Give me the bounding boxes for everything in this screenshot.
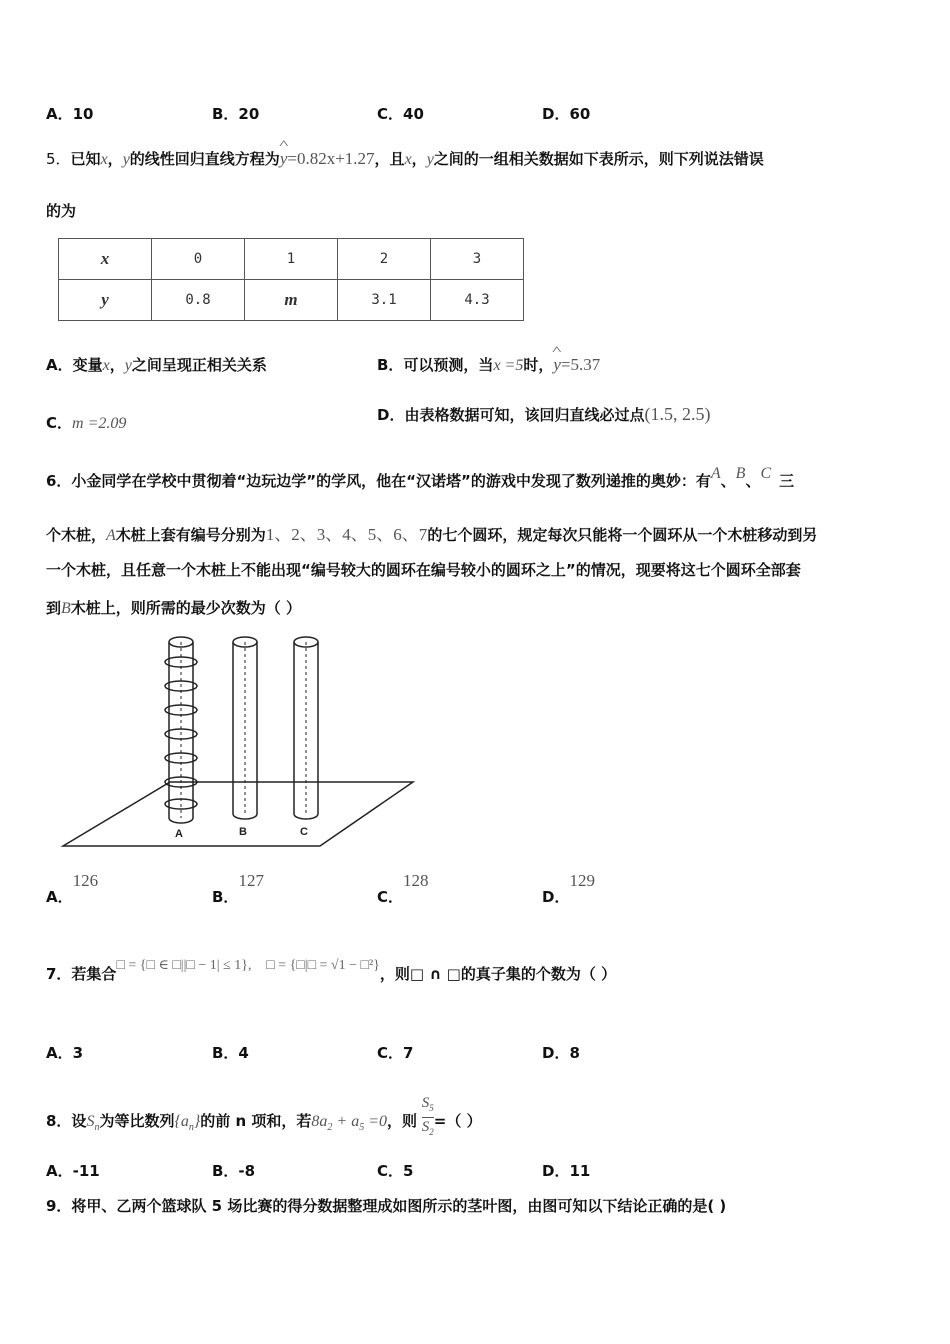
q6-stem-line4: 到B木桩上，则所需的最少次数为（ ） (46, 599, 302, 617)
q8-option-c: C．5 (377, 1162, 414, 1180)
q8-fraction: $\frac{S_5}{S_2}$ (421, 1095, 434, 1137)
q7-option-b: B．4 (212, 1044, 249, 1062)
q6-option-a: A．126 (46, 871, 99, 906)
q9-stem: 9．将甲、乙两个篮球队 5 场比赛的得分数据整理成如图所示的茎叶图，由图可知以下结论正确的是( ) (46, 1197, 727, 1215)
q4-option-b: B．20 (212, 105, 260, 123)
q7-option-c: C．7 (377, 1044, 414, 1062)
table-cell: 4.3 (431, 280, 524, 321)
table-cell: x (59, 239, 152, 280)
table-cell: m (245, 280, 338, 321)
q5-data-table (58, 238, 524, 321)
q8-option-b: B．-8 (212, 1162, 256, 1180)
q6-option-b: B．127 (212, 871, 264, 906)
table-cell: 1 (245, 239, 338, 280)
q6-option-c: C．128 (377, 871, 429, 906)
table-cell: 0.8 (152, 280, 245, 321)
q8-option-a: A．-11 (46, 1162, 100, 1180)
peg-label-b: B (239, 826, 247, 838)
q5-option-d: D．由表格数据可知，该回归直线必过点(1.5, 2.5) (377, 404, 711, 424)
base-plane (63, 782, 413, 846)
peg-label-a: A (175, 828, 183, 840)
table-cell: 3 (431, 239, 524, 280)
table-cell: 2 (338, 239, 431, 280)
q5-option-a: A．变量x，y之间呈现正相关关系 (46, 356, 267, 374)
peg-a (165, 637, 197, 823)
q5-option-b: B．可以预测，当x =5时，^ y=5.37 (377, 354, 600, 375)
q5-stem-line2: 的为 (46, 202, 77, 220)
hanoi-tower-figure (58, 628, 418, 853)
q8-option-d: D．11 (542, 1162, 591, 1180)
q7-option-d: D．8 (542, 1044, 580, 1062)
peg-label-c: C (300, 826, 308, 838)
q6-stem-line3: 一个木桩，且任意一个木桩上不能出现“编号较大的圆环在编号较小的圆环之上”的情况，现要将这七个圆环全部套 (46, 561, 801, 579)
table-cell: 3.1 (338, 280, 431, 321)
q4-option-d: D．60 (542, 105, 591, 123)
table-row (59, 280, 524, 321)
q4-option-a: A．10 (46, 105, 94, 123)
q6-stem-line1: 6．小金同学在学校中贯彻着“边玩边学”的学风，他在“汉诺塔”的游戏中发现了数列递推的奥妙：有A、B、C 三 (46, 465, 795, 490)
y-hat: ^ y (280, 149, 288, 169)
table-cell: y (59, 280, 152, 321)
q5-stem-line1: 5．已知x，y的线性回归直线方程为^ y=0.82x+1.27，且x，y之间的一组相关数据如下表所示，则下列说法错误 (46, 148, 764, 169)
q6-stem-line2: 个木桩，A木桩上套有编号分别为1、2、3、4、5、6、7的七个圆环，规定每次只能将一个圆环从一个木桩移动到另 (46, 525, 818, 544)
table-cell: 0 (152, 239, 245, 280)
table-row (59, 239, 524, 280)
peg-b (233, 637, 257, 819)
q5-option-c: C．m =2.09 (46, 414, 127, 432)
q8-stem: 8．设$S_n$为等比数列$\{a_n\}$的前 n 项和，若$8a_2 + a_5 =0$，则 $\frac{S_5}{S_2}$ =（ ） (46, 1098, 482, 1145)
q4-option-c: C．40 (377, 105, 424, 123)
peg-c (294, 637, 318, 819)
q7-option-a: A．3 (46, 1044, 84, 1062)
q7-stem: 7．若集合□ = {□ ∈ □||□ − 1| ≤ 1}, □ = {□|□ = √1 − □²}，则□ ∩ □的真子集的个数为（ ） (46, 958, 617, 983)
q6-option-d: D．129 (542, 871, 595, 906)
